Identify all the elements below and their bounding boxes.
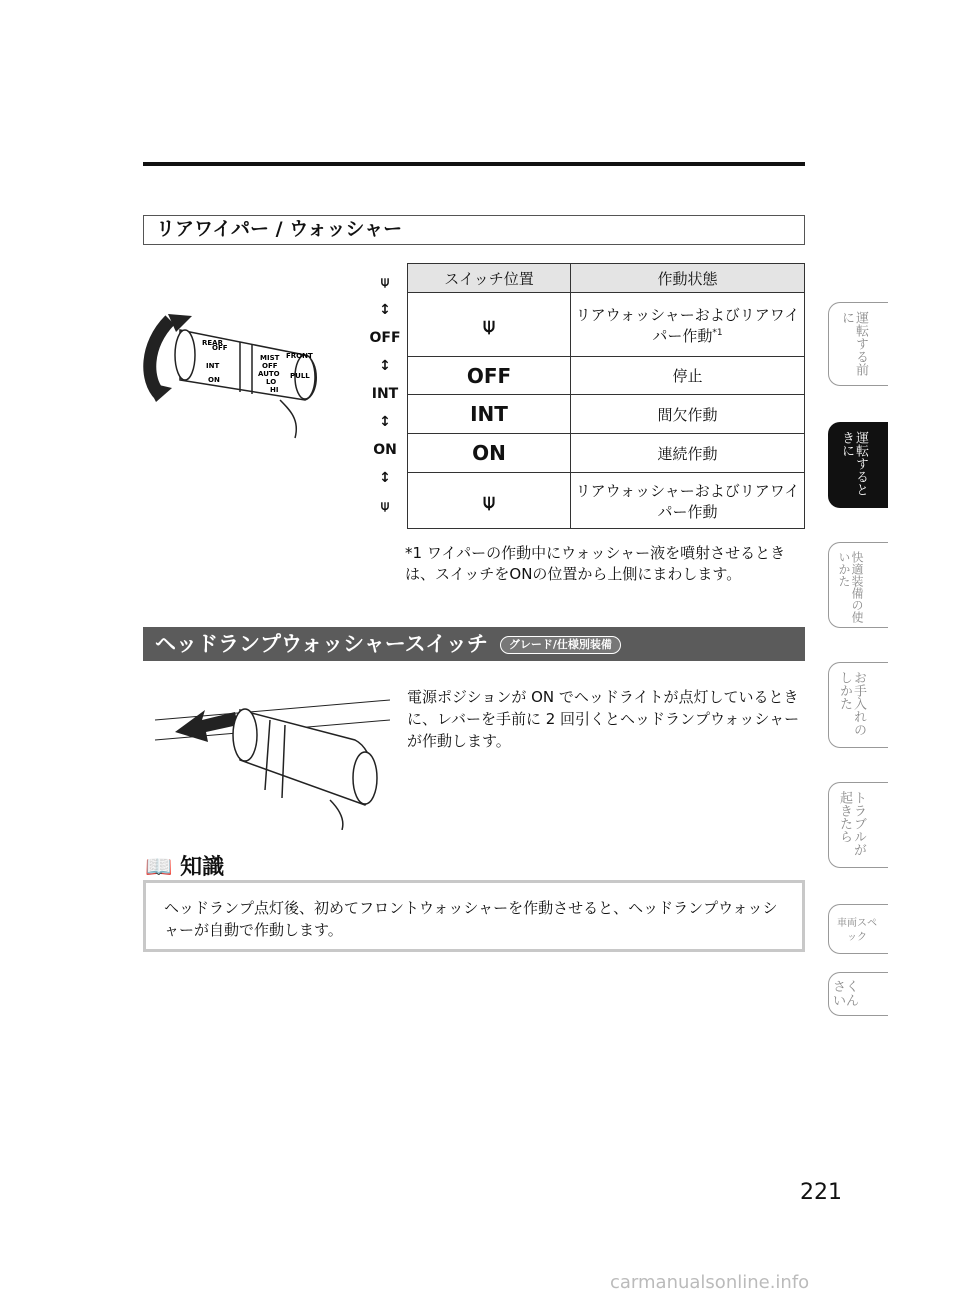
- table-row: [408, 434, 805, 473]
- page-number: 221: [800, 1180, 842, 1205]
- table-row: [408, 395, 805, 434]
- footnote-mark: *1: [712, 327, 723, 338]
- rear-washer-icon: ⍦: [408, 293, 571, 357]
- top-rule: [143, 162, 805, 166]
- side-tab-index[interactable]: さくいん: [828, 972, 888, 1016]
- state-text: リアウォッシャーおよびリアワイパー作動: [575, 305, 800, 345]
- footnote: [405, 543, 805, 585]
- lever-label: OFF: [212, 344, 228, 352]
- position-on: ON: [408, 434, 571, 473]
- lever-label: OFF: [262, 362, 278, 370]
- watermark: carmanualsonline.info: [610, 1272, 810, 1293]
- lever-label: PULL: [290, 372, 310, 380]
- up-down-arrow-icon: ↕: [379, 358, 391, 374]
- seq-off: OFF: [369, 330, 401, 346]
- footnote-text: ワイパーの作動中にウォッシャー液を噴射させるときは、スイッチをONの位置から上側にまわします。: [405, 544, 786, 583]
- headlamp-washer-description: 電源ポジションが ON でヘッドライトが点灯しているときに、レバーを手前に 2 回引くとヘッドランプウォッシャーが作動します。: [407, 688, 800, 750]
- rear-washer-icon: ⍦: [408, 473, 571, 529]
- up-down-arrow-icon: ↕: [379, 470, 391, 486]
- position-off: OFF: [408, 357, 571, 395]
- section-title-headlamp-washer: [143, 627, 805, 661]
- state-text: 間欠作動: [571, 395, 805, 434]
- table-row: [408, 357, 805, 395]
- seq-int: INT: [371, 386, 399, 402]
- side-tab-troubleshooting[interactable]: トラブルが起きたら: [828, 782, 888, 868]
- position-int: INT: [408, 395, 571, 434]
- table-header: スイッチ位置: [408, 264, 571, 293]
- lever-label: ON: [208, 376, 220, 384]
- lever-label: REAR: [202, 339, 223, 347]
- seq-on: ON: [373, 442, 397, 458]
- switch-sequence: [362, 268, 408, 520]
- table-row: [408, 473, 805, 529]
- up-down-arrow-icon: ↕: [379, 302, 391, 318]
- lever-label: INT: [206, 362, 220, 370]
- lever-label: HI: [270, 386, 279, 394]
- side-tab-while-driving[interactable]: 運転するときに: [828, 422, 888, 508]
- table-header: 作動状態: [571, 264, 805, 293]
- lever-label: FRONT: [286, 352, 313, 360]
- lever-label: AUTO: [258, 370, 280, 378]
- knowledge-box: ヘッドランプ点灯後、初めてフロントウォッシャーを作動させると、ヘッドランプウォッシャーが自動で作動します。: [143, 880, 805, 952]
- rear-wiper-lever-illustration: [140, 300, 365, 440]
- headlamp-lever-illustration: [150, 680, 390, 830]
- grade-badge: グレード/仕様別装備: [500, 636, 621, 654]
- side-tab-before-driving[interactable]: 運転する前に: [828, 302, 888, 386]
- lever-label: MIST: [260, 354, 280, 362]
- switch-position-table: [407, 263, 805, 529]
- state-text: 停止: [571, 357, 805, 395]
- rear-washer-icon: ⍦: [380, 274, 390, 290]
- section-title-rear-wiper: リアワイパー / ウォッシャー: [143, 215, 805, 245]
- section-title: ヘッドランプウォッシャースイッチ: [155, 632, 488, 656]
- up-down-arrow-icon: ↕: [379, 414, 391, 430]
- side-tab-maintenance[interactable]: お手入れのしかた: [828, 662, 888, 748]
- side-tab-specs[interactable]: 車両スペック: [828, 904, 888, 954]
- lever-label: LO: [266, 378, 277, 386]
- table-row: [408, 293, 805, 357]
- state-text: リアウォッシャーおよびリアワイパー作動: [571, 473, 805, 529]
- state-text: 連続作動: [571, 434, 805, 473]
- knowledge-heading: 📖 知識: [145, 855, 225, 880]
- footnote-mark: *1: [405, 544, 423, 562]
- side-tab-comfort-equipment[interactable]: 快適装備の使いかた: [828, 542, 888, 628]
- rear-washer-icon: ⍦: [380, 498, 390, 514]
- book-icon: 📖: [145, 855, 173, 880]
